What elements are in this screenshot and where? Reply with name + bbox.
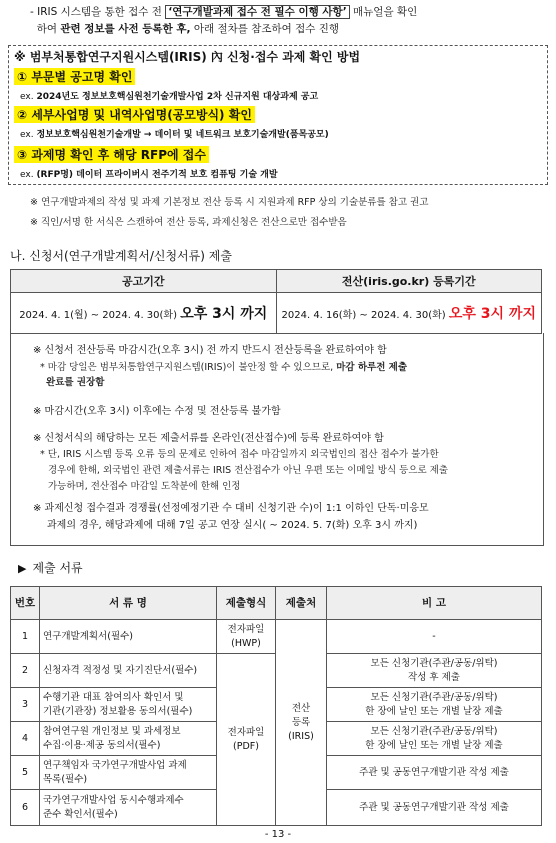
row-no: 5 xyxy=(11,756,40,790)
row-note: 모든 신청기관(주관/공동/위탁) 한 장에 날인 또는 개별 날장 제출 xyxy=(327,722,542,756)
notice-no-edit: ※ 마감시간(오후 3시) 이후에는 수정 및 전산등록 불가함 xyxy=(33,406,281,417)
row-no: 3 xyxy=(11,688,40,722)
table-row xyxy=(11,620,542,654)
row-note: 주관 및 공동연구개발기관 작성 제출 xyxy=(327,756,542,790)
notice-extension-1: ※ 과제신청 접수결과 경쟁률(선정예정기관 수 대비 신청기관 수)이 1:1 이하인 단독·미응모 xyxy=(33,503,429,514)
notice-foreign-3: 가능하며, 전산접수 마감일 도착분에 한해 인정 xyxy=(48,481,241,492)
intro-text-1: IRIS 시스템을 통한 접수 전 xyxy=(37,6,166,18)
guide-example-1: ex. 2024년도 정보보호핵심원천기술개발사업 2차 신규지원 대상과제 공고 xyxy=(20,92,319,102)
notice-deadline-sub: * 마감 당일은 범부처통합연구지원스템(IRIS)이 불안정 할 수 있으므로, 마감 하루전 제출 완료를 권장함 xyxy=(40,362,408,388)
docs-header-dest: 제출처 xyxy=(276,587,327,620)
row-no: 6 xyxy=(11,790,40,826)
format-pdf: 전자파일 (PDF) xyxy=(217,654,276,826)
guide-step-1: ① 부문별 공고명 확인 xyxy=(14,68,135,85)
notice-foreign-2: 경우에 한해, 외국법인 관련 제출서류는 IRIS 전산접수가 아닌 우편 또는 이메일 방식 등으로 제출 xyxy=(48,465,449,476)
row-note: 모든 신청기관(주관/공동/위탁) 한 장에 날인 또는 개별 날장 제출 xyxy=(327,688,542,722)
notice-online: ※ 신청서식의 해당하는 모든 제출서류를 온라인(전산접수)에 등록 완료하여야 함 xyxy=(33,433,384,444)
dest-iris: 전산 등록 (IRIS) xyxy=(276,620,327,826)
row-doc-name: 신청자격 적정성 및 자기진단서(필수) xyxy=(40,654,217,688)
row-doc-name: 연구개발계획서(필수) xyxy=(40,620,217,654)
note-1: ※ 연구개발과제의 작성 및 과제 기본정보 전산 등록 시 지원과제 RFP 상의 기술분류를 참고 권고 xyxy=(30,197,429,208)
schedule-registration-period: 2024. 4. 16(화) ~ 2024. 4. 30(화) 오후 3시 까지 xyxy=(276,293,542,334)
notice-foreign-1: * 단, IRIS 시스템 등록 오류 등의 문제로 인하여 접수 마감일까지 외국법인의 접산 접수가 불가한 xyxy=(40,449,439,460)
note-2: ※ 직인/서명 한 서식은 스캔하여 전산 등록, 과제신청은 전산으로만 접수받음 xyxy=(30,217,347,228)
notice-deadline: ※ 신청서 전산등록 마감시간(오후 3시) 전 까지 반드시 전산등록을 완료하여야 함 xyxy=(33,345,387,356)
docs-header-no: 번호 xyxy=(11,587,40,620)
intro-text-3: 하여 xyxy=(36,23,61,35)
guide-title: ※ 범부처통합연구지원시스템(IRIS) 內 신청·접수 과제 확인 방법 xyxy=(14,50,361,64)
docs-header-format: 제출형식 xyxy=(217,587,276,620)
row-no: 2 xyxy=(11,654,40,688)
intro-text-2: 매뉴얼을 확인 xyxy=(349,6,418,18)
notice-extension-2: 과제의 경우, 해당과제에 대해 7일 공고 연장 실시( ~ 2024. 5. 7(화) 오후 3시 까지) xyxy=(47,520,418,531)
row-note: 모든 신청기관(주관/공동/위탁) 작성 후 제출 xyxy=(327,654,542,688)
row-doc-name: 국가연구개발사업 동시수행과제수 준수 확인서(필수) xyxy=(40,790,217,826)
guide-example-3: ex. (RFP명) 데이터 프라이버시 전주기적 보호 컴퓨팅 기술 개발 xyxy=(20,170,278,180)
schedule-table xyxy=(10,269,542,334)
schedule-header-registration: 전산(iris.go.kr) 등록기간 xyxy=(276,270,542,293)
row-doc-name: 수행기관 대표 참여의사 확인서 및 기관(기관장) 정보활용 동의서(필수) xyxy=(40,688,217,722)
docs-table xyxy=(10,586,542,826)
docs-header-name: 서 류 명 xyxy=(40,587,217,620)
section-title-na: 나. 신청서(연구개발계획서/신청서류) 제출 xyxy=(10,249,232,263)
page-number: - 13 - xyxy=(264,829,292,840)
row-doc-name: 참여연구원 개인정보 및 과세정보 수집·이용·제공 동의서(필수) xyxy=(40,722,217,756)
intro-dash: - xyxy=(30,6,34,18)
triangle-bullet-icon: ▶ xyxy=(18,562,27,575)
intro-text-4: 아래 절차를 참조하여 접수 진행 xyxy=(190,23,340,35)
guide-step-2: ② 세부사업명 및 내역사업명(공모방식) 확인 xyxy=(14,106,255,123)
row-doc-name: 연구책임자 국가연구개발사업 과제 목록(필수) xyxy=(40,756,217,790)
row-no: 4 xyxy=(11,722,40,756)
schedule-header-announcement: 공고기간 xyxy=(11,270,277,293)
row-note: - xyxy=(327,620,542,654)
intro-highlight: ‘연구개발과제 접수 전 필수 이행 사항’ xyxy=(165,5,349,19)
guide-example-2: ex. 정보보호핵심원천기술개발 → 데이터 및 네트워크 보호기술개발(품목공모) xyxy=(20,130,329,140)
docs-title: ▶ 제출 서류 xyxy=(18,561,83,575)
format-hwp: 전자파일 (HWP) xyxy=(217,620,276,654)
schedule-announcement-period: 2024. 4. 1(월) ~ 2024. 4. 30(화) 오후 3시 까지 xyxy=(11,293,277,334)
docs-header-note: 비 고 xyxy=(327,587,542,620)
row-no: 1 xyxy=(11,620,40,654)
intro-paragraph xyxy=(30,4,545,38)
guide-step-3: ③ 과제명 확인 후 해당 RFP에 접수 xyxy=(14,146,209,163)
row-note: 주관 및 공동연구개발기관 작성 제출 xyxy=(327,790,542,826)
intro-bold: 관련 정보를 사전 등록한 후, xyxy=(60,23,191,35)
